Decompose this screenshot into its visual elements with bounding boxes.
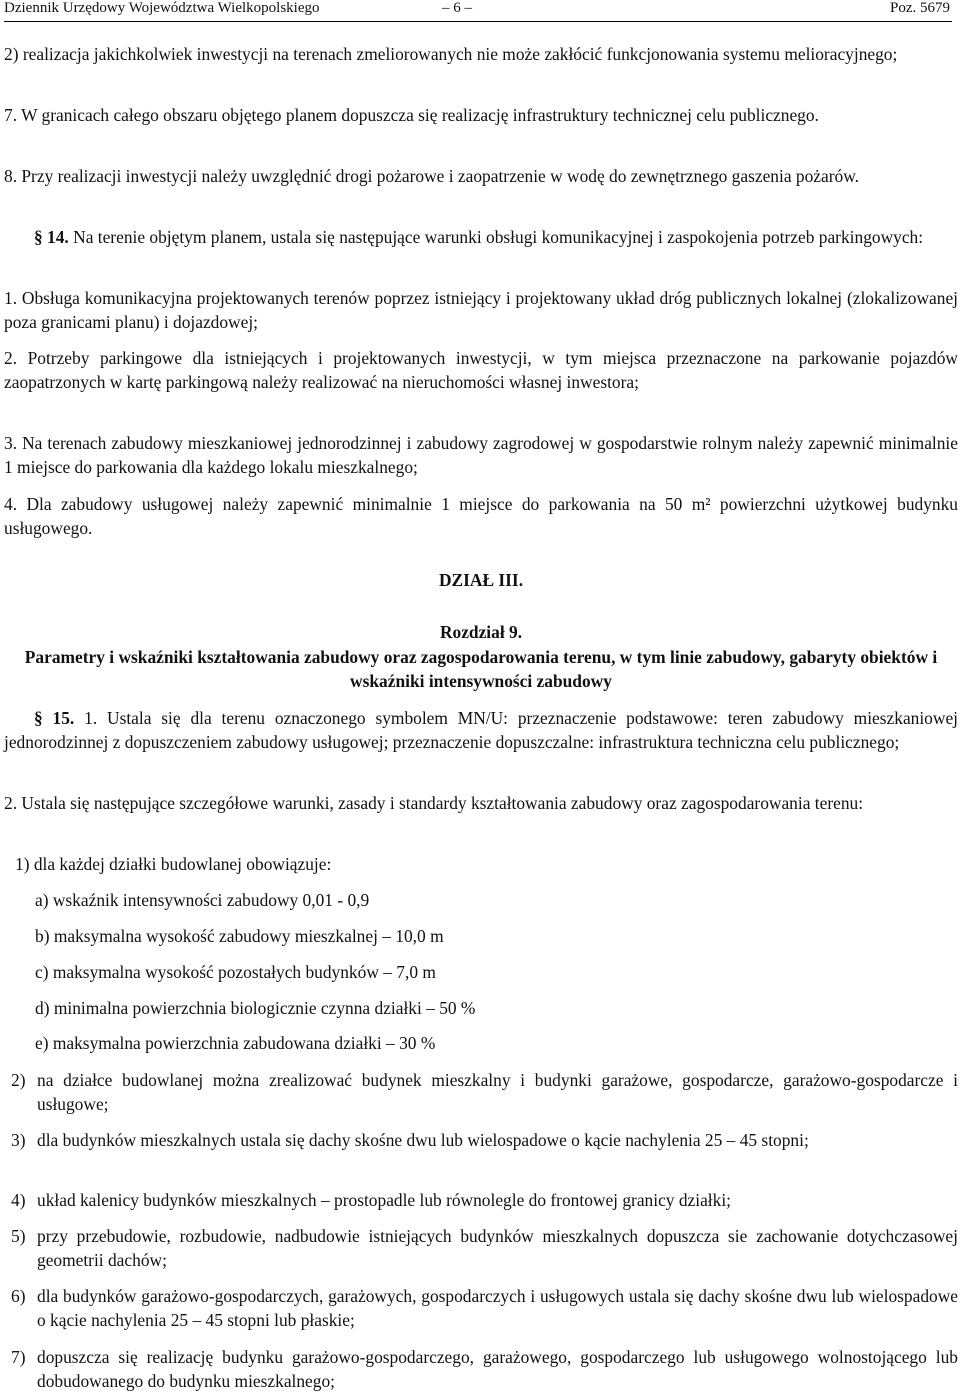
list-item-label: 4) bbox=[11, 1190, 26, 1210]
sub-item-a: a) wskaźnik intensywności zabudowy 0,01 - 0,9 bbox=[35, 890, 370, 910]
paragraph-8: 8. Przy realizacji inwestycji należy uwzględnić drogi pożarowe i zaopatrzenie w wodę do zewnętrznego gaszenia pożarów. bbox=[4, 166, 859, 186]
list-item-text: dla budynków mieszkalnych ustala się dachy skośne dwu lub wielospadowe o kącie nachylenia 25 – 45 stopni; bbox=[37, 1130, 809, 1150]
sub-item-c: c) maksymalna wysokość pozostałych budynków – 7,0 m bbox=[35, 962, 436, 982]
sub-item-b: b) maksymalna wysokość zabudowy mieszkalnej – 10,0 m bbox=[35, 926, 444, 946]
section-14-label: § 14. bbox=[34, 227, 69, 247]
list-item-3 bbox=[11, 1128, 958, 1152]
list-item-text: dla budynków garażowo-gospodarczych, garażowych, gospodarczych i usługowych ustala się dachy skośne dwu lub wielospadowe o kącie nachylenia 25 – 45 stopni lub płaskie; bbox=[37, 1286, 958, 1330]
chapter-heading: Rozdział 9. bbox=[439, 622, 523, 642]
position-number: Poz. 5679 bbox=[890, 0, 950, 16]
paragraph-14-1: 1. Obsługa komunikacyjna projektowanych terenów poprzez istniejący i projektowany układ dróg publicznych lokalnej (zlokalizowanej poza granicami planu) i dojazdowej; bbox=[4, 288, 958, 332]
section-15-label: § 15. bbox=[34, 708, 75, 728]
chapter-title: Parametry i wskaźniki kształtowania zabudowy oraz zagospodarowania terenu, w tym linie zabudowy, gabaryty obiektów i wskaźniki intensywności zabudowy bbox=[24, 647, 938, 691]
section-15-1 bbox=[4, 706, 958, 754]
section-15-2: 2. Ustala się następujące szczegółowe warunki, zasady i standardy kształtowania zabudowy oraz zagospodarowania terenu: bbox=[4, 793, 864, 813]
list-item-label: 3) bbox=[11, 1130, 26, 1150]
paragraph-7: 7. W granicach całego obszaru objętego planem dopuszcza się realizację infrastruktury technicznej celu publicznego. bbox=[4, 105, 819, 125]
list-item-label: 5) bbox=[11, 1226, 26, 1246]
list-item-label: 7) bbox=[11, 1347, 26, 1367]
list-item-7 bbox=[11, 1345, 958, 1393]
page-number: – 6 – bbox=[442, 0, 472, 16]
sub-item-e: e) maksymalna powierzchnia zabudowana działki – 30 % bbox=[35, 1033, 436, 1053]
paragraph-14-3: 3. Na terenach zabudowy mieszkaniowej jednorodzinnej i zabudowy zagrodowej w gospodarstwie rolnym należy zapewnić minimalnie 1 miejsce do parkowania dla każdego lokalu mieszkalnego; bbox=[4, 433, 958, 477]
list-item-label: 2) bbox=[11, 1070, 26, 1090]
list-item-6 bbox=[11, 1284, 958, 1332]
division-heading: DZIAŁ III. bbox=[438, 570, 524, 590]
list-item-text: przy przebudowie, rozbudowie, nadbudowie istniejących budynków mieszkalnych dopuszcza sie zachowanie dotychczasowej geometrii dachów; bbox=[37, 1226, 958, 1270]
list-item-text: układ kalenicy budynków mieszkalnych – prostopadle lub równolegle do frontowej granicy działki; bbox=[37, 1190, 731, 1210]
section-14 bbox=[4, 225, 958, 249]
list-item-5 bbox=[11, 1224, 958, 1272]
paragraph-14-2: 2. Potrzeby parkingowe dla istniejących i projektowanych inwestycji, w tym miejsca przeznaczone na parkowanie pojazdów zaopatrzonych w kartę parkingową należy realizować na nieruchomości własnej inwestora; bbox=[4, 348, 958, 392]
sub-item-d: d) minimalna powierzchnia biologicznie czynna działki – 50 % bbox=[35, 998, 476, 1018]
list-item-4 bbox=[11, 1188, 958, 1212]
section-14-text: Na terenie objętym planem, ustala się następujące warunki obsługi komunikacyjnej i zaspokojenia potrzeb parkingowych: bbox=[68, 227, 924, 247]
paragraph-14-4: 4. Dla zabudowy usługowej należy zapewnić minimalnie 1 miejsce do parkowania na 50 m² powierzchni użytkowej budynku usługowego. bbox=[4, 494, 958, 538]
list-item-label: 6) bbox=[11, 1286, 26, 1306]
list-item-text: dopuszcza się realizację budynku garażowo-gospodarczego, garażowego, gospodarczego lub usługowego wolnostojącego lub dobudowanego do budynku mieszkalnego; bbox=[37, 1347, 958, 1391]
paragraph-item-2: 2) realizacja jakichkolwiek inwestycji na terenach zmeliorowanych nie może zakłócić funkcjonowania systemu melioracyjnego; bbox=[4, 44, 898, 64]
list-item-1: 1) dla każdej działki budowlanej obowiązuje: bbox=[15, 854, 332, 874]
journal-title: Dziennik Urzędowy Województwa Wielkopolskiego bbox=[4, 0, 320, 16]
section-15-1-text: 1. Ustala się dla terenu oznaczonego symbolem MN/U: przeznaczenie podstawowe: teren zabudowy mieszkaniowej jednorodzinnej z dopuszczeniem zabudowy usługowej; przeznaczenie dopuszczalne: infrastruktura techniczna celu publicznego; bbox=[4, 708, 958, 752]
page-header bbox=[4, 0, 952, 22]
list-item-2 bbox=[11, 1068, 958, 1116]
list-item-text: na działce budowlanej można zrealizować budynek mieszkalny i budynki garażowe, gospodarcze, garażowo-gospodarcze i usługowe; bbox=[37, 1070, 958, 1114]
